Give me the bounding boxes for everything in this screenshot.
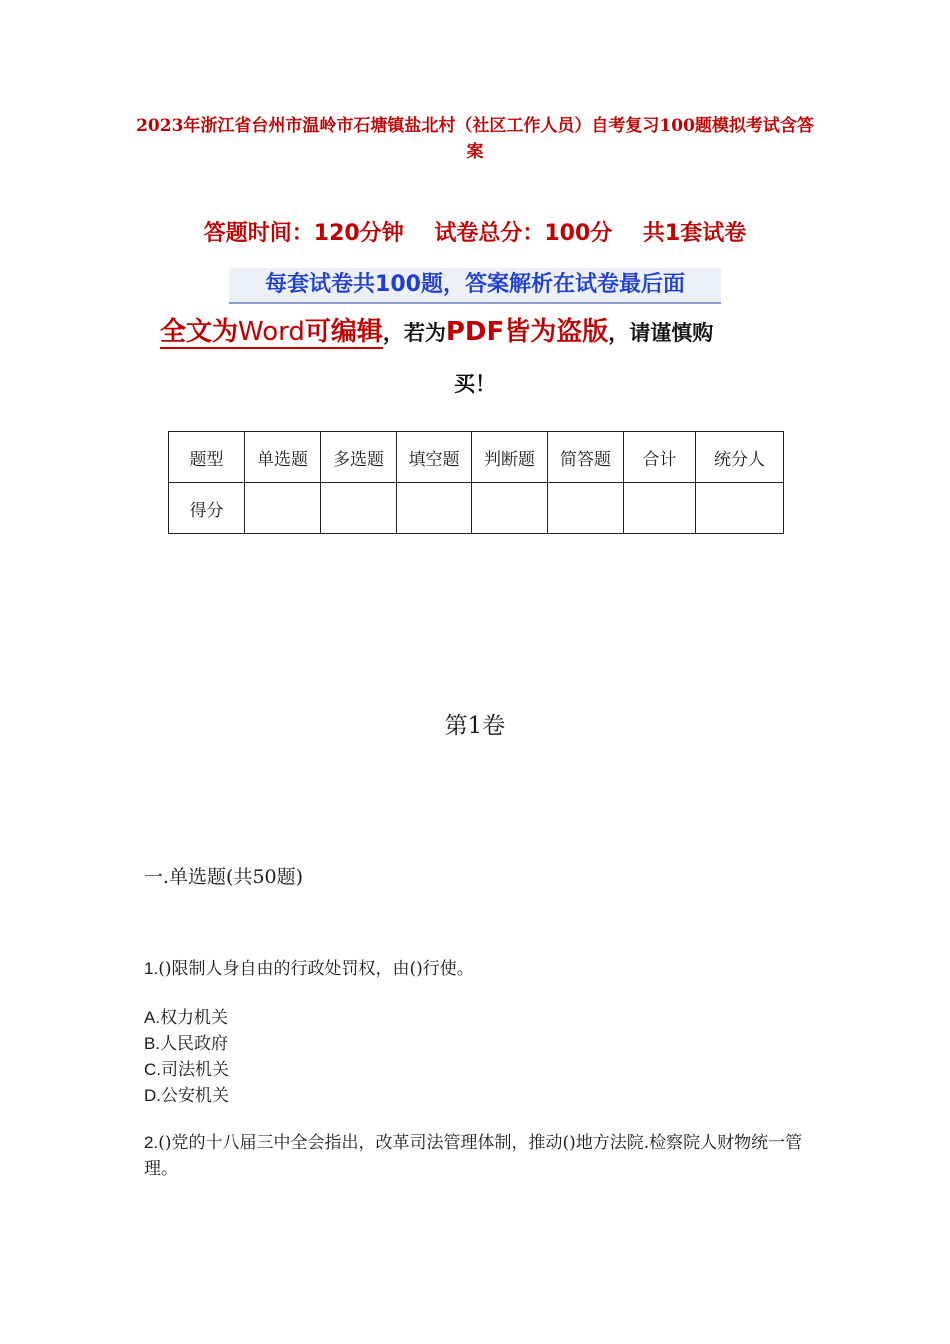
score-cell (548, 483, 624, 534)
question-1 (144, 956, 474, 982)
section-title: 一.单选题(共50题) (144, 866, 304, 888)
word-notice-word: Word (238, 317, 305, 347)
score-cell (397, 483, 472, 534)
option-d (144, 1083, 229, 1109)
score-cell (245, 483, 321, 534)
question-1-options (144, 1005, 229, 1109)
header-cell-type: 题型 (169, 432, 245, 483)
question-2-text: ()党的十八届三中全会指出，改革司法管理体制，推动()地方法院.检察院人财物统一管理。 (144, 1133, 803, 1179)
option-d-text: 公安机关 (161, 1086, 229, 1106)
word-notice-caution: ，请谨慎购 (608, 321, 714, 345)
option-d-letter: D. (144, 1086, 161, 1105)
word-editable-underline (160, 317, 383, 349)
score-table-score-row (169, 483, 784, 534)
score-cell (321, 483, 397, 534)
word-notice-if: ，若为 (382, 321, 446, 345)
document-title: 2023年浙江省台州市温岭市石塘镇盐北村（社区工作人员）自考复习100题模拟考试含答案 (136, 116, 814, 162)
word-notice-part1: 全文为 (160, 317, 239, 347)
option-a (144, 1005, 229, 1031)
option-b-letter: B. (144, 1034, 161, 1053)
option-c-letter: C. (144, 1060, 161, 1079)
question-2-number: 2. (144, 1133, 159, 1152)
word-notice (160, 310, 800, 357)
word-notice-editable: 可编辑 (304, 317, 383, 347)
exam-info: 答题时间：120分钟 试卷总分：100分 共1套试卷 (203, 221, 747, 246)
word-notice-buy: 买！ (454, 372, 496, 396)
row-label-score: 得分 (169, 483, 245, 534)
header-cell-multi: 多选题 (321, 432, 397, 483)
score-cell (696, 483, 784, 534)
answer-notice: 每套试卷共100题，答案解析在试卷最后面 (229, 268, 721, 304)
header-cell-total: 合计 (624, 432, 696, 483)
option-b (144, 1031, 229, 1057)
question-1-text: ()限制人身自由的行政处罚权，由()行使。 (158, 959, 474, 979)
header-cell-single: 单选题 (245, 432, 321, 483)
score-cell (472, 483, 548, 534)
question-1-number: 1. (144, 959, 159, 978)
option-a-text: 权力机关 (160, 1008, 229, 1028)
word-notice-pdf: PDF皆为盗版 (445, 317, 609, 347)
option-a-letter: A. (144, 1008, 161, 1027)
score-cell (624, 483, 696, 534)
header-cell-fill: 填空题 (397, 432, 472, 483)
question-2 (144, 1130, 814, 1182)
header-cell-short: 简答题 (548, 432, 624, 483)
header-cell-judge: 判断题 (472, 432, 548, 483)
score-table-header-row (169, 432, 784, 483)
option-c-text: 司法机关 (161, 1060, 229, 1080)
option-c (144, 1057, 229, 1083)
score-table (168, 431, 784, 534)
volume-title: 第1卷 (444, 713, 506, 739)
header-cell-scorer: 统分人 (696, 432, 784, 483)
option-b-text: 人民政府 (160, 1034, 229, 1054)
